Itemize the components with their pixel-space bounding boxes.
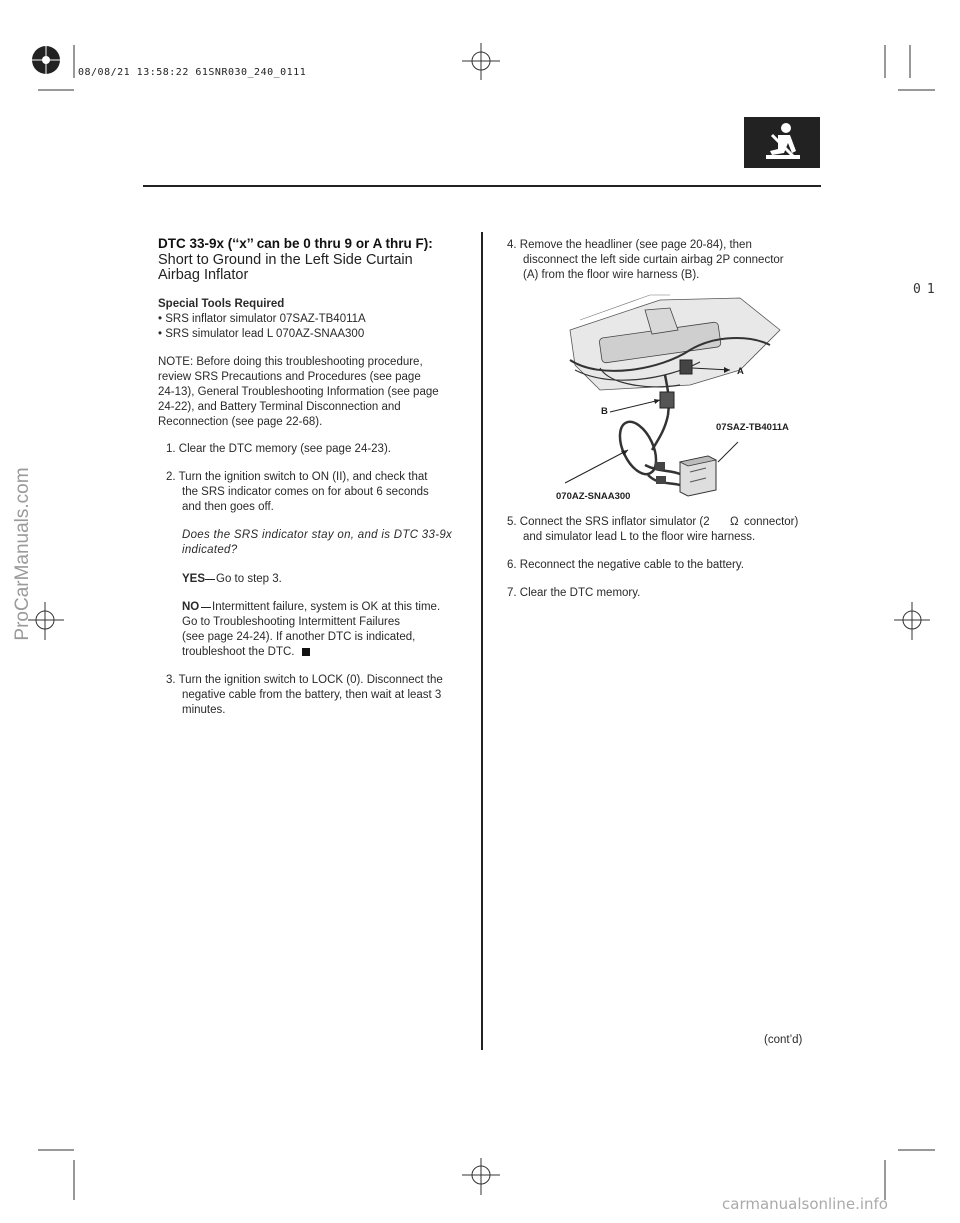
step-5-line2: and simulator lead L to the floor wire harness. (523, 531, 756, 543)
print-timestamp: 08/08/21 13:58:22 61SNR030_240_0111 (78, 67, 307, 78)
step-3-line2: negative cable from the battery, then wait at least 3 (182, 689, 442, 701)
step-4-line2: disconnect the left side curtain airbag 2P connector (523, 254, 784, 266)
step-5-line1a: 5. Connect the SRS inflator simulator (2 (507, 516, 710, 528)
yes-dash (205, 579, 215, 580)
section-subtitle-line1: Short to Ground in the Left Side Curtain (158, 252, 413, 268)
tool-item: • SRS simulator lead L 070AZ-SNAA300 (158, 328, 365, 340)
no-label: NO (182, 601, 200, 613)
tool-item: • SRS inflator simulator 07SAZ-TB4011A (158, 313, 366, 325)
decision-question-line1: Does the SRS indicator stay on, and is DTC 33-9x (182, 529, 453, 541)
no-dash (201, 607, 211, 608)
continued-label: (cont’d) (764, 1034, 803, 1046)
step-2-line3: and then goes off. (182, 501, 274, 513)
step-6: 6. Reconnect the negative cable to the battery. (507, 559, 744, 571)
step-4-line1: 4. Remove the headliner (see page 20-84), then (507, 239, 752, 251)
step-2-line2: the SRS indicator comes on for about 6 seconds (182, 486, 429, 498)
figure-label-b: B (601, 406, 608, 417)
decision-question-line2: indicated? (182, 544, 238, 556)
step-1: 1. Clear the DTC memory (see page 24-23). (166, 443, 391, 455)
step-7: 7. Clear the DTC memory. (507, 587, 641, 599)
special-tools-heading: Special Tools Required (158, 298, 285, 310)
side-watermark: ProCarManuals.com (12, 467, 33, 641)
note-line: NOTE: Before doing this troubleshooting procedure, (158, 356, 423, 368)
section-title: DTC 33-9x (‘‘x’’ can be 0 thru 9 or A thru F): (158, 236, 433, 251)
header-rule (143, 185, 821, 187)
no-text-line2: Go to Troubleshooting Intermittent Failures (182, 616, 400, 628)
step-4-line3: (A) from the floor wire harness (B). (523, 269, 700, 281)
column-divider (481, 232, 483, 1050)
seatbelt-icon (744, 117, 820, 168)
yes-text: Go to step 3. (216, 573, 282, 585)
figure-label-simulator: 07SAZ-TB4011A (716, 422, 789, 433)
step-5-line1b: connector) (744, 516, 799, 528)
figure-label-lead: 070AZ-SNAA300 (556, 491, 631, 502)
section-subtitle-line2: Airbag Inflator (158, 267, 249, 283)
note-line: 24-13), General Troubleshooting Information (see page (158, 386, 439, 398)
step-2-line1: 2. Turn the ignition switch to ON (II), and check that (166, 471, 428, 483)
connector-illustration (540, 290, 820, 505)
no-text-line1: Intermittent failure, system is OK at this time. (212, 601, 441, 613)
note-line: review SRS Precautions and Procedures (see page (158, 371, 421, 383)
footer-watermark: carmanualsonline.info (722, 1195, 888, 1213)
ohm-symbol: Ω (730, 516, 739, 528)
margin-code: 01 (913, 282, 941, 297)
end-mark-icon (302, 648, 310, 656)
note-line: Reconnection (see page 22-68). (158, 416, 323, 428)
yes-label: YES (182, 573, 206, 585)
figure-label-a: A (737, 366, 744, 377)
note-line: 24-22), and Battery Terminal Disconnection and (158, 401, 401, 413)
no-text-line3: (see page 24-24). If another DTC is indicated, (182, 631, 416, 643)
step-3-line1: 3. Turn the ignition switch to LOCK (0). Disconnect the (166, 674, 443, 686)
no-text-line4: troubleshoot the DTC. (182, 646, 295, 658)
step-3-line3: minutes. (182, 704, 226, 716)
